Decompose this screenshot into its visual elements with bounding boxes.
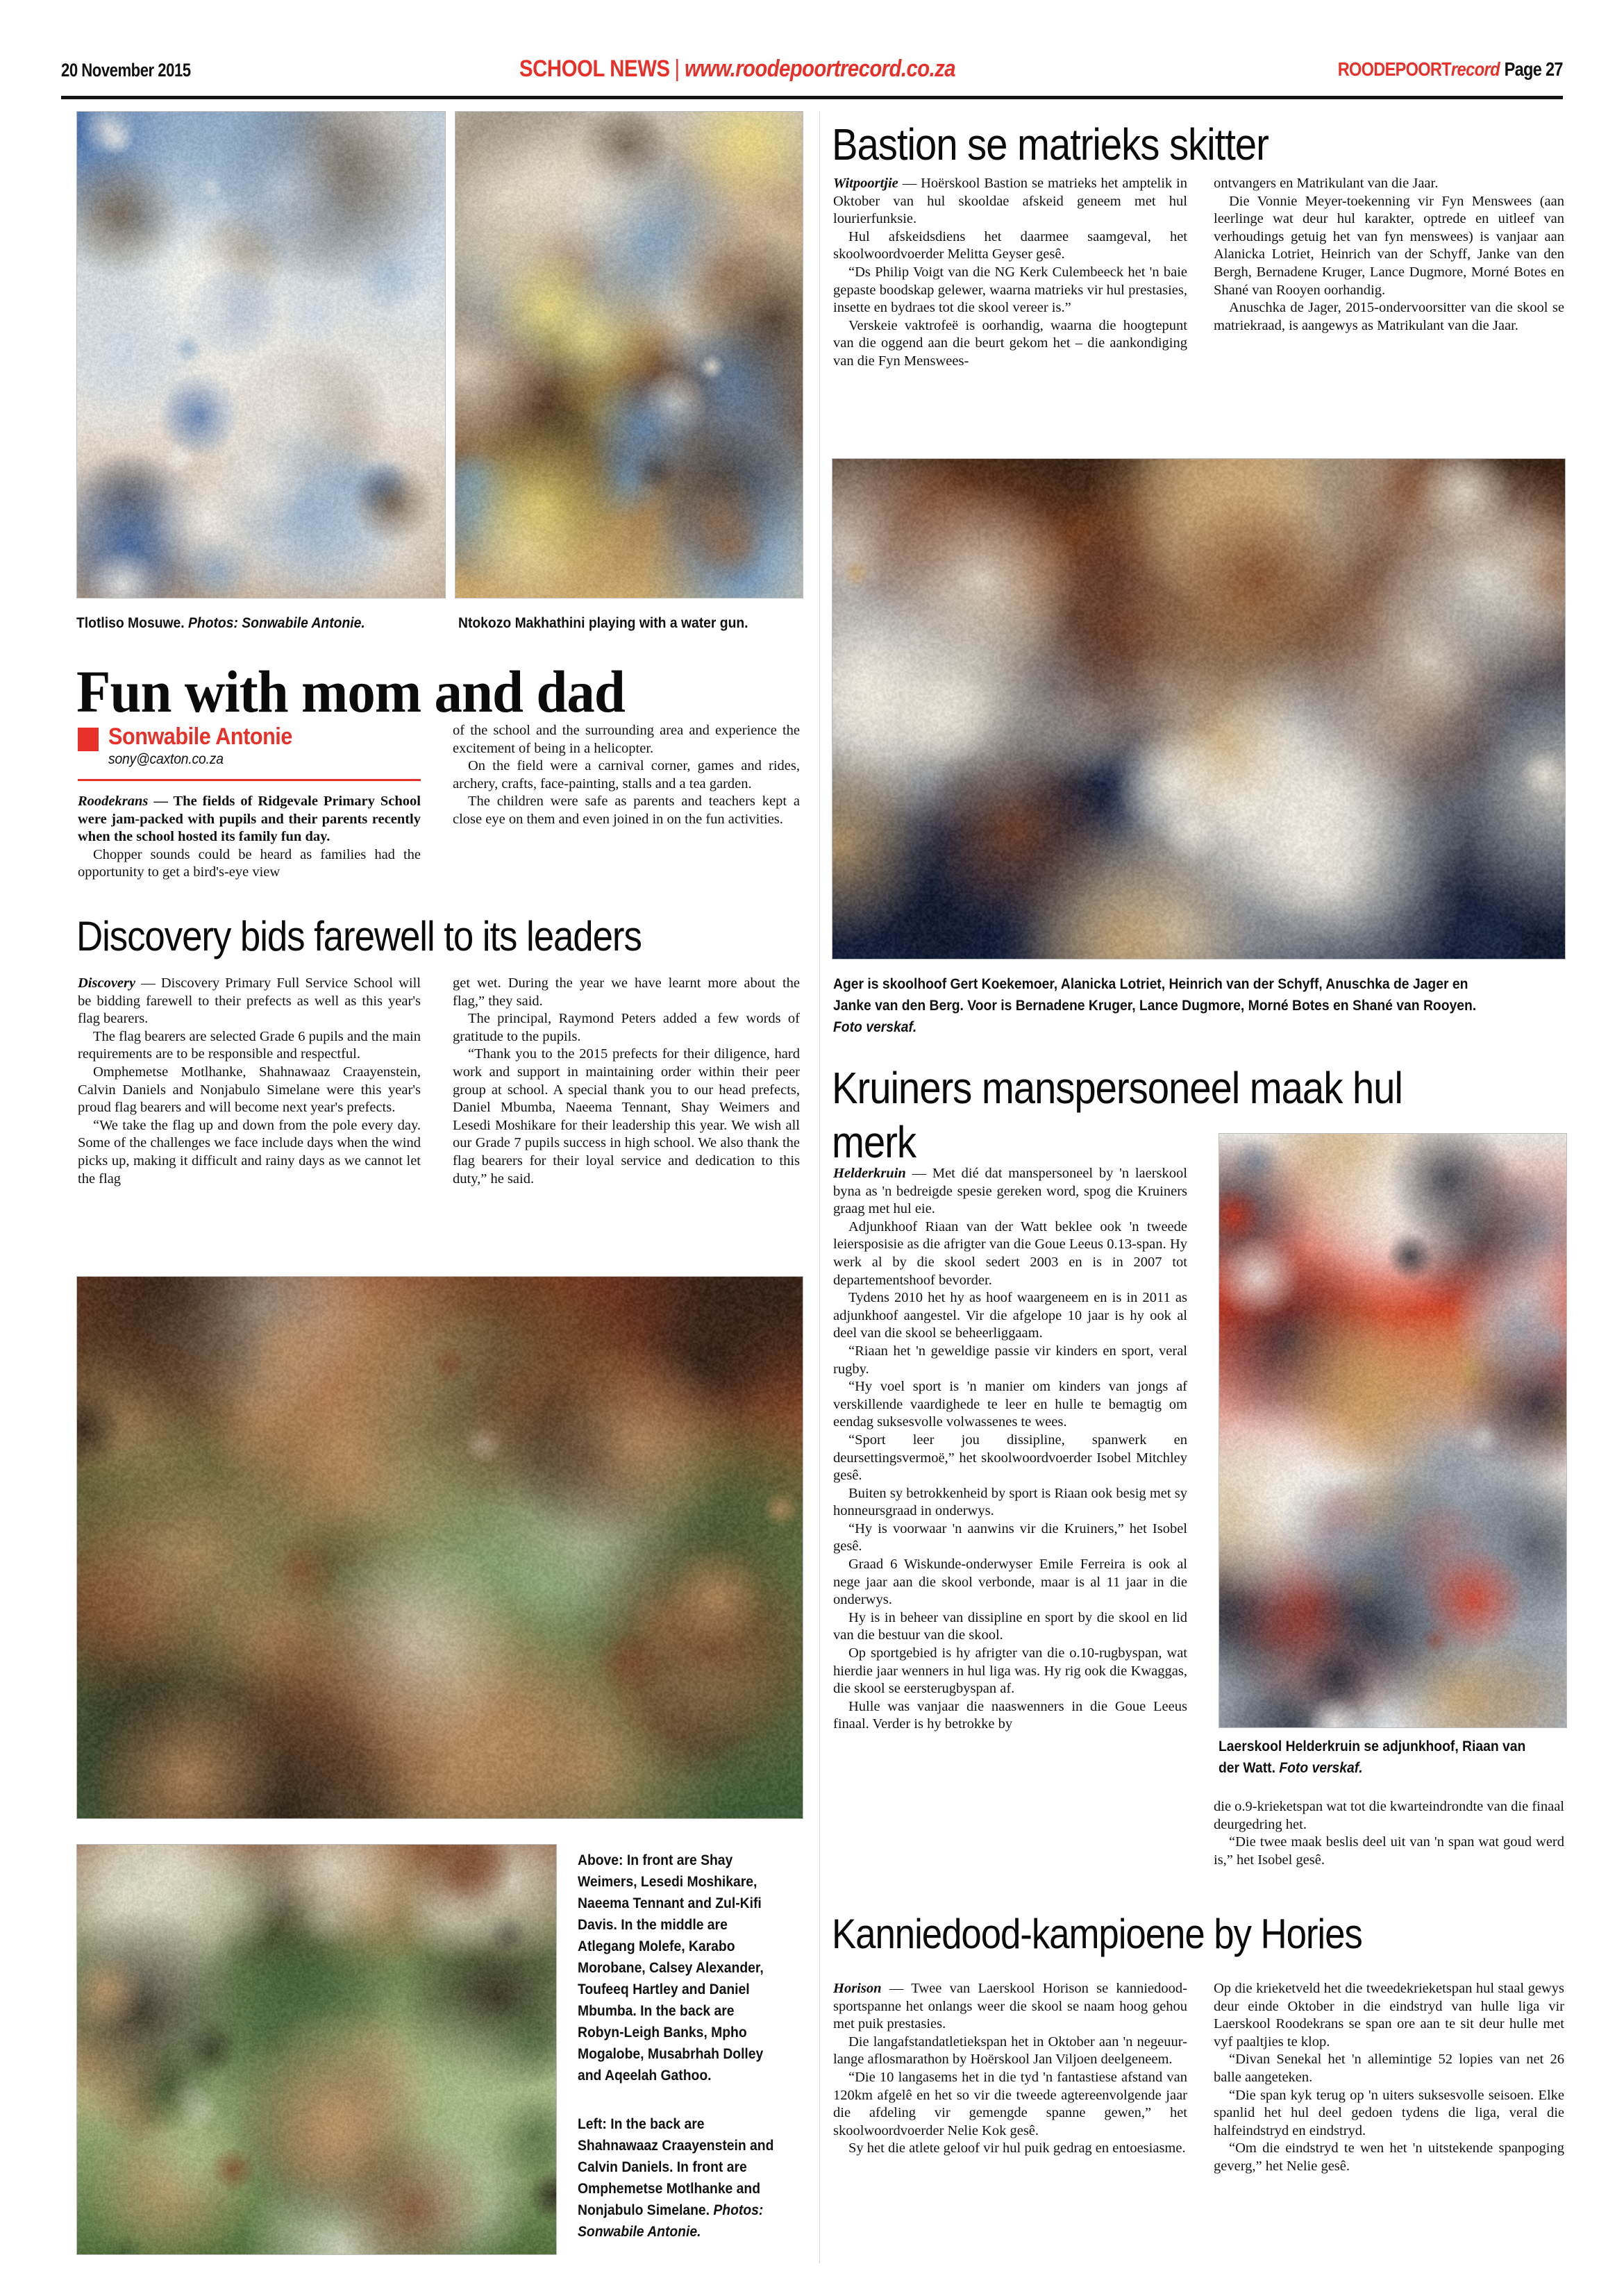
fun-lead-paragraph bbox=[78, 793, 421, 846]
caption-discovery-above: Above: In front are Shay Weimers, Lesedi Moshikare, Naeema Tennant and Zul-Kifi Davis. In the middle are Atlegang Molefe, Karabo Morobane, Calsey Alexander, Toufeeq Hartley and Daniel Mbumba. In the back are Robyn-Leigh Banks, Mpho Mogalobe, Musabrhah Dolley and Aqeelah Gathoo. bbox=[578, 1852, 764, 2084]
page-number: Page 27 bbox=[1504, 58, 1563, 80]
website-url[interactable]: www.roodepoortrecord.co.za bbox=[684, 56, 956, 82]
photo-riaan-van-der-watt bbox=[1219, 1133, 1567, 1728]
kruiners-paragraph: Op sportgebied is hy afrigter van die o.10-rugbyspan, wat hierdie jaar wenners in hul liga was. Hy rig ook die Kwaggas, die skool se eersterugbyspan af. bbox=[833, 1645, 1187, 1697]
caption-riaan-van-der-watt bbox=[1219, 1736, 1538, 1779]
kanniedood-paragraph: “Die 10 langasems het in die tyd 'n fantastiese afstand van 120km afgelê en het so vir die tweede agtereenvolgende jaar die afdeling vir gemengde spanne gewen,” het skoolwoordvoerder Nelie Kok gesê. bbox=[833, 2069, 1187, 2138]
kruiners-paragraph: Tydens 2010 het hy as hoof waargeneem en is in 2011 as adjunkhoof aangestel. Vir die afgelope 10 jaar is hy ook al deel van die skool se beheerliggaam. bbox=[833, 1290, 1187, 1341]
photo-caption-ntokozo: Ntokozo Makhathini playing with a water gun. bbox=[458, 615, 748, 631]
bastion-col2 bbox=[1214, 175, 1564, 335]
lead-text: — Discovery Primary Full Service School will be bidding farewell to their prefects as well as this year's flag bearers. bbox=[78, 975, 421, 1027]
kruiners-paragraph: Hy is in beheer van dissipline en sport by die skool en lid van die bestuur van die skool. bbox=[833, 1609, 1187, 1643]
discovery-paragraph: The principal, Raymond Peters added a few words of gratitude to the pupils. bbox=[453, 1011, 800, 1044]
caption-discovery-left bbox=[578, 2113, 782, 2243]
kanniedood-paragraph: “Die span kyk terug op 'n uiters suksesvolle seisoen. Elke spanlid het hul deel gedoen tydens die liga, veral die halfeindstryd en eindstryd. bbox=[1214, 2087, 1564, 2138]
kruiners-lead-paragraph bbox=[833, 1165, 1187, 1218]
fun-paragraph: On the field were a carnival corner, games and rides, archery, crafts, face-painting, stalls and a tea garden. bbox=[453, 758, 800, 791]
discovery-col2 bbox=[453, 975, 800, 1188]
lead-text: — Met dié dat manspersoneel by 'n laerskool byna as 'n bedreigde spesie gereken word, spog die Kruiners graag met hul eie. bbox=[833, 1166, 1187, 1217]
byline-author: Sonwabile Antonie bbox=[108, 723, 292, 750]
kanniedood-col1 bbox=[833, 1980, 1187, 2158]
photo-caption-tlotliso bbox=[76, 612, 396, 634]
bastion-paragraph: Die Vonnie Meyer-toekenning vir Fyn Menswees (aan leerlinge wat deur hul karakter, optrede en uitleef van verhoudings getuig het van fyn menswees) is vanjaar aan Alanicka Lotriet, Heinrich van der Schyff, Janke van den Bergh, Bernadene Kruger, Lance Dugmore, Morné Botes en Shané van Rooyen oorhandig. bbox=[1214, 193, 1564, 298]
kanniedood-paragraph: Op die krieketveld het die tweedekrieketspan hul staal gewys deur einde Oktober in die eindstryd van hulle liga vir Laerskool Roodekrans se span ore aan te sit deur hulle met vyf paaltjies te klop. bbox=[1214, 1981, 1564, 2050]
photo-ntokozo-makhathini bbox=[455, 111, 803, 598]
discovery-paragraph: “Thank you to the 2015 prefects for their diligence, hard work and support in maintaining order within their peer group at school. A special thank you to our head prefects, Daniel Mbumba, Naeema Tennant, Shay Weimers and Lesedi Moshikare for their leadership this year. We wish all our Grade 7 pupils success in high school. We also thank the flag bearers for their loyal service and dedication to this duty,” he said. bbox=[453, 1046, 800, 1187]
publication-and-page bbox=[1338, 58, 1563, 81]
dateline-location: Horison bbox=[833, 1981, 882, 1996]
kruiners-paragraph: “Hy voel sport is 'n manier om kinders van jongs af verskillende vaardighede te leer en hulle te bemagtig om eendag suksesvolle volwassenes te wees. bbox=[833, 1379, 1187, 1430]
photo-credit: Photos: Sonwabile Antonie. bbox=[578, 2202, 764, 2240]
dateline-location: Discovery bbox=[78, 975, 136, 991]
kruiners-paragraph: “Die twee maak beslis deel uit van 'n span wat goud werd is,” het Isobel gesê. bbox=[1214, 1834, 1564, 1868]
headline-bastion-se-matrieks-skitter: Bastion se matrieks skitter bbox=[832, 119, 1269, 169]
kruiners-paragraph: Buiten sy betrokkenheid by sport is Riaan ook besig met sy honneursgraad in onderwys. bbox=[833, 1485, 1187, 1519]
dateline-location: Helderkruin bbox=[833, 1166, 906, 1181]
photo-discovery-group bbox=[76, 1276, 803, 1819]
headline-kanniedood-kampioene: Kanniedood-kampioene by Hories bbox=[832, 1911, 1362, 1957]
column-divider bbox=[819, 111, 820, 2263]
caption-text: Tlotliso Mosuwe. bbox=[76, 615, 185, 631]
bastion-paragraph: ontvangers en Matrikulant van die Jaar. bbox=[1214, 176, 1439, 191]
publication-title: ROODEPOORT bbox=[1337, 58, 1452, 80]
kruiners-paragraph: “Sport leer jou dissipline, spanwerk en deursettingsvermoë,” het skoolwoordvoerder Isobel Mitchley gesê. bbox=[833, 1432, 1187, 1484]
dateline-location: Roodekrans bbox=[78, 794, 149, 809]
masthead-rule bbox=[61, 96, 1563, 99]
discovery-paragraph: Omphemetse Motlhanke, Shahnawaaz Craayenstein, Calvin Daniels and Nonjabulo Simelane were this year's proud flag bearers and will become next year's prefects. bbox=[78, 1064, 421, 1116]
headline-discovery-bids-farewell: Discovery bids farewell to its leaders bbox=[76, 913, 642, 960]
byline-email[interactable]: sony@caxton.co.za bbox=[108, 751, 224, 767]
kruiners-col2 bbox=[1214, 1798, 1564, 1869]
bastion-lead-paragraph bbox=[833, 175, 1187, 228]
photo-credit: Photos: Sonwabile Antonie. bbox=[188, 615, 365, 631]
photo-credit: Foto verskaf. bbox=[1279, 1760, 1363, 1776]
section-header bbox=[519, 56, 955, 83]
fun-paragraph: Chopper sounds could be heard as families had the opportunity to get a bird's-eye view bbox=[78, 846, 421, 880]
kanniedood-paragraph: Die langafstandatletiekspan het in Oktober aan 'n negeuur-lange aflosmarathon by Hoërskool Jan Viljoen deelgeneem. bbox=[833, 2034, 1187, 2068]
byline bbox=[78, 723, 425, 783]
kanniedood-col2 bbox=[1214, 1980, 1564, 2176]
section-name: SCHOOL NEWS bbox=[519, 56, 670, 82]
lead-text: — Hoërskool Bastion se matrieks het amptelik in Oktober van hul skooldae afskeid geneem met hul lourierfunksie. bbox=[833, 176, 1187, 227]
publication-date: 20 November 2015 bbox=[61, 60, 191, 81]
bastion-col1 bbox=[833, 175, 1187, 371]
lead-text: — The fields of Ridgevale Primary School were jam-packed with pupils and their parents recently when the school hosted its family fun day. bbox=[78, 794, 421, 845]
discovery-paragraph: get wet. During the year we have learnt more about the flag,” they said. bbox=[453, 975, 800, 1009]
lead-text: — Twee van Laerskool Horison se kanniedood-sportspanne het onlangs weer die skool se naam hoog gehou met puik prestasies. bbox=[833, 1981, 1187, 2032]
fun-paragraph: of the school and the surrounding area and experience the excitement of being in a helicopter. bbox=[453, 723, 800, 756]
discovery-paragraph: The flag bearers are selected Grade 6 pupils and the main requirements are to be responsible and respectful. bbox=[78, 1028, 421, 1062]
kruiners-paragraph: “Hy is voorwaar 'n aanwins vir die Kruiners,” het Isobel gesê. bbox=[833, 1520, 1187, 1555]
caption-text: Laerskool Helderkruin se adjunkhoof, Riaan van der Watt. bbox=[1219, 1738, 1526, 1776]
kanniedood-lead-paragraph bbox=[833, 1980, 1187, 2034]
kruiners-col1 bbox=[833, 1165, 1187, 1734]
dateline-location: Witpoortjie bbox=[833, 176, 898, 191]
kruiners-paragraph: Adjunkhoof Riaan van der Watt beklee ook 'n tweede leiersposisie as die afrigter van die Goue Leeus 0.13-span. Hy werk al by die skool sedert 2003 en is in 2007 tot departementshoof bevorder. bbox=[833, 1218, 1187, 1288]
discovery-col1 bbox=[78, 975, 421, 1188]
bastion-paragraph: “Ds Philip Voigt van die NG Kerk Culembeeck het 'n baie gepaste boodskap gelewer, waarna matrieks vir hul prestasies, insette en bydraes tot die skool vereer is.” bbox=[833, 264, 1187, 316]
photo-credit: Foto verskaf. bbox=[833, 1019, 917, 1035]
caption-text: Ager is skoolhoof Gert Koekemoer, Alanicka Lotriet, Heinrich van der Schyff, Anuschka de Jager en Janke van den Berg. Voor is Bernadene Kruger, Lance Dugmore, Morné Botes en Shané van Rooyen. bbox=[833, 976, 1477, 1014]
caption-text: Left: In the back are Shahnawaaz Craayenstein and Calvin Daniels. In front are Omphemetse Motlhanke and Nonjabulo Simelane. bbox=[578, 2116, 774, 2218]
kruiners-paragraph: “Riaan het 'n geweldige passie vir kinders en sport, veral rugby. bbox=[833, 1343, 1187, 1377]
fun-article-col2 bbox=[453, 722, 800, 829]
masthead bbox=[61, 53, 1563, 93]
photo-discovery-flag-bearers bbox=[76, 1844, 557, 2255]
kruiners-paragraph: Hulle was vanjaar die naaswenners in die Goue Leeus finaal. Verder is hy betrokke by bbox=[833, 1698, 1187, 1732]
kruiners-paragraph: die o.9-krieketspan wat tot die kwarteindrondte van die finaal deurgedring het. bbox=[1214, 1799, 1564, 1832]
masthead-separator: | bbox=[674, 56, 680, 82]
kanniedood-paragraph: Sy het die atlete geloof vir hul puik gedrag en entoesiasme. bbox=[848, 2140, 1186, 2156]
discovery-lead-paragraph bbox=[78, 975, 421, 1028]
kanniedood-paragraph: “Divan Senekal het 'n allemintige 52 lopies van net 26 balle aangeteken. bbox=[1214, 2052, 1564, 2085]
fun-article-col1 bbox=[78, 793, 421, 882]
headline-kruiners-manspersoneel: Kruiners manspersoneel maak hul merk bbox=[832, 1063, 1403, 1167]
kruiners-paragraph: Graad 6 Wiskunde-onderwyser Emile Ferreira is ook al nege jaar aan die skool verbonde, maar is al 11 jaar in die onderwys. bbox=[833, 1557, 1187, 1608]
photo-tlotliso-mosuwe bbox=[76, 111, 446, 598]
publication-subtitle: record bbox=[1451, 58, 1500, 80]
fun-paragraph: The children were safe as parents and teachers kept a close eye on them and even joined in on the fun activities. bbox=[453, 794, 800, 827]
kanniedood-paragraph: “Om die eindstryd te wen het 'n uitstekende spanpoging geverg,” het Nelie gesê. bbox=[1214, 2140, 1564, 2174]
byline-rule bbox=[78, 779, 421, 781]
discovery-paragraph: “We take the flag up and down from the pole every day. Some of the challenges we face include days when the wind picks up, making it difficult and rainy days as we cannot let the flag bbox=[78, 1117, 421, 1187]
byline-square-icon bbox=[78, 728, 99, 751]
caption-bastion bbox=[833, 973, 1506, 1038]
bastion-paragraph: Anuschka de Jager, 2015-ondervoorsitter van die skool se matriekraad, is aangewys as Matrikulant van die Jaar. bbox=[1214, 300, 1564, 333]
headline-fun-with-mom-and-dad: Fun with mom and dad bbox=[76, 658, 625, 725]
bastion-paragraph: Verskeie vaktrofeë is oorhandig, waarna die hoogtepunt van die oggend aan die beurt gekom het – die aankondiging van die Fyn Menswees- bbox=[833, 317, 1187, 369]
bastion-paragraph: Hul afskeidsdiens het daarmee saamgeval, het skoolwoordvoerder Melitta Geyser gesê. bbox=[833, 228, 1187, 262]
photo-bastion-matrieks bbox=[832, 458, 1566, 960]
